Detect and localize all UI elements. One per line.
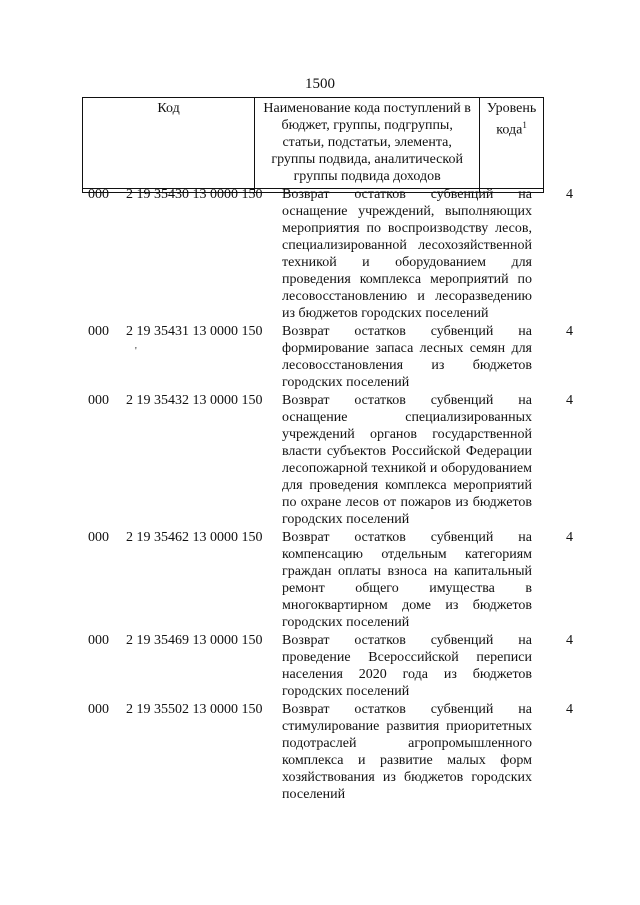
income-name: Возврат остатков субвенций на оснащение специализированных учреждений органов государственной власти субъектов Российской Федерации лесопожарной техникой и оборудованием для проведения комплекса мероприятий по охране лесов от пожаров из бюджетов городских поселений — [282, 393, 532, 527]
income-code: 2 19 35469 13 0000 150 — [126, 633, 263, 648]
income-name: Возврат остатков субвенций на компенсацию отдельным категориям граждан оплаты взноса на капитальный ремонт общего имущества в многоквартирном доме из бюджетов городских поселений — [282, 530, 532, 630]
code-level: 4 — [566, 187, 573, 202]
admin-code: 000 — [88, 324, 109, 339]
admin-code: 000 — [88, 530, 109, 545]
code-level: 4 — [566, 324, 573, 339]
header-level-footnote: 1 — [522, 120, 527, 130]
table-row — [0, 392, 640, 528]
header-level — [480, 98, 544, 189]
table-row — [0, 186, 640, 322]
header-level-label: Уровень кода — [486, 101, 537, 138]
income-name: Возврат остатков субвенций на оснащение учреждений, выполняющих мероприятия по воспроизводству лесов, специализированной лесохозяйственной техникой и оборудованием для проведения комплекса мероприятий по лесовосстановлению и лесоразведению из бюджетов городских поселений — [282, 187, 532, 321]
admin-code: 000 — [88, 187, 109, 202]
code-level: 4 — [566, 702, 573, 717]
income-code: 2 19 35430 13 0000 150 — [126, 187, 263, 202]
table-row — [0, 632, 640, 700]
page-number: 1500 — [305, 76, 335, 92]
table-row — [0, 529, 640, 631]
income-name: Возврат остатков субвенций на формирование запаса лесных семян для лесовосстановления из бюджетов городских поселений — [282, 324, 532, 390]
stray-mark: ' — [135, 346, 137, 357]
admin-code: 000 — [88, 393, 109, 408]
income-code: 2 19 35432 13 0000 150 — [126, 393, 263, 408]
admin-code: 000 — [88, 633, 109, 648]
income-name: Возврат остатков субвенций на стимулирование развития приоритетных подотраслей агропромышленного комплекса и развитие малых форм хозяйствования из бюджетов городских поселений — [282, 702, 532, 802]
table-body — [0, 186, 640, 803]
income-code: 2 19 35502 13 0000 150 — [126, 702, 263, 717]
table-row — [0, 323, 640, 391]
table-row — [0, 701, 640, 803]
income-code: 2 19 35431 13 0000 150 — [126, 324, 263, 339]
income-name: Возврат остатков субвенций на проведение Всероссийской переписи населения 2020 года из бюджетов городских поселений — [282, 633, 532, 699]
code-level: 4 — [566, 393, 573, 408]
code-level: 4 — [566, 530, 573, 545]
header-code: Код — [83, 98, 255, 189]
table-header — [82, 97, 544, 193]
admin-code: 000 — [88, 702, 109, 717]
header-name: Наименование кода поступлений в бюджет, группы, подгруппы, статьи, подстатьи, элемента, группы подвида, аналитической группы подвида доходов — [255, 98, 480, 189]
income-code: 2 19 35462 13 0000 150 — [126, 530, 263, 545]
code-level: 4 — [566, 633, 573, 648]
